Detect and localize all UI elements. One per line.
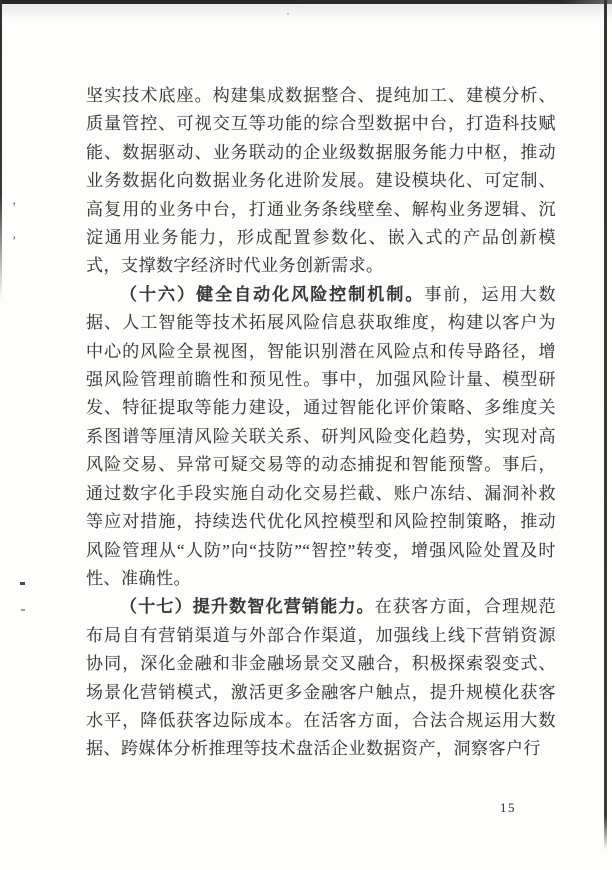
- scan-edge-right: [604, 0, 607, 850]
- margin-speck: ’: [12, 233, 17, 248]
- document-body: [86, 82, 556, 764]
- paragraph-clause-17: [86, 593, 556, 763]
- margin-speck: ’: [12, 199, 17, 214]
- margin-speck: [21, 609, 25, 611]
- paragraph-lead: （十七）提升数智化营销能力。: [120, 597, 375, 617]
- paragraph-clause-16: [86, 281, 556, 593]
- paragraph-text: 坚实技术底座。构建集成数据整合、提纯加工、建模分析、质量管控、可视交互等功能的综合型数据中台，打造科技赋能、数据驱动、业务联动的企业级数据服务能力中枢，推动业务数据化向数据业务化进阶发展。建设模块化、可定制、高复用的业务中台，打通业务条线壁垒、解构业务逻辑、沉淀通用业务能力，形成配置参数化、嵌入式的产品创新模式，支撑数字经济时代业务创新需求。: [86, 86, 556, 276]
- margin-speck: [20, 582, 25, 585]
- paragraph-text: 在获客方面，合理规范布局自有营销渠道与外部合作渠道，加强线上线下营销资源协同，深化金融和非金融场景交叉融合，积极探索裂变式、场景化营销模式，激活更多金融客户触点，提升规模化获客水平，降低获客边际成本。在活客方面，合法合规运用大数据、跨媒体分析推理等技术盘活企业数据资产，洞察客户行: [86, 597, 557, 759]
- paragraph-continuation: [86, 82, 556, 281]
- paragraph-lead: （十六）健全自动化风险控制机制。: [120, 284, 425, 304]
- scan-edge-left: [0, 0, 2, 300]
- paragraph-text: 事前，运用大数据、人工智能等技术拓展风险信息获取维度，构建以客户为中心的风险全景视图，智能识别潜在风险点和传导路径，增强风险管理前瞻性和预见性。事中，加强风险计量、模型研发、特征提取等能力建设，通过智能化评价策略、多维度关系图谱等厘清风险关联关系、研判风险变化趋势，实现对高风险交易、异常可疑交易等的动态捕捉和智能预警。事后，通过数字化手段实施自动化交易拦截、账户冻结、漏洞补救等应对措施，持续迭代优化风控模型和风险控制策略，推动风险管理从“人防”向“技防”“智控”转变，增强风险处置及时性、准确性。: [86, 284, 557, 588]
- scan-dust-speck: [287, 13, 289, 15]
- scan-edge-top-shadow: [0, 4, 612, 20]
- page-number: 15: [500, 800, 516, 815]
